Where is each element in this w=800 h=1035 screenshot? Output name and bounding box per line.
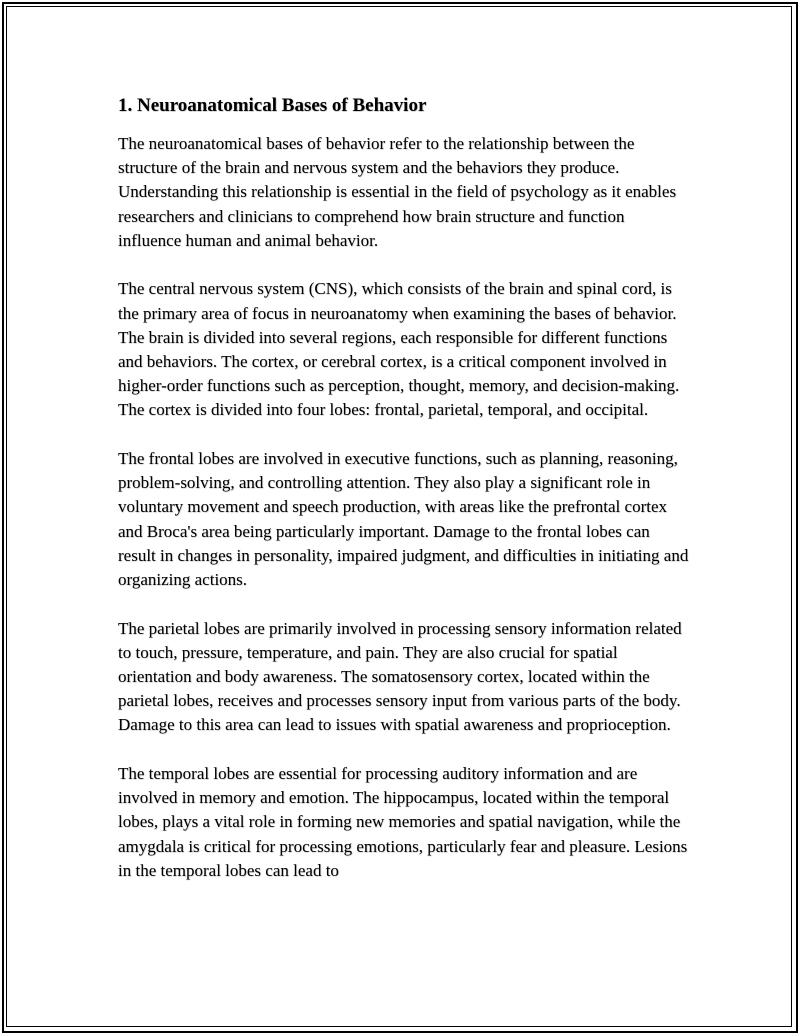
paragraph-temporal-lobes: The temporal lobes are essential for processing auditory information and are involved in memory and emotion. The hippocampus, located within the temporal lobes, plays a vital role in forming new memories and spatial navigation, while the amygdala is critical for processing emotions, particularly fear and pleasure. Lesions in the temporal lobes can lead to bbox=[118, 764, 688, 880]
section-heading: 1. Neuroanatomical Bases of Behavior bbox=[118, 95, 427, 116]
paragraph-parietal-lobes: The parietal lobes are primarily involved in processing sensory information related to touch, pressure, temperature, and pain. They are also crucial for spatial orientation and body awareness. The somatosensory cortex, located within the parietal lobes, receives and processes sensory input from various parts of the body. Damage to this area can lead to issues with spatial awareness and proprioception. bbox=[118, 618, 682, 735]
paragraph-cns: The central nervous system (CNS), which consists of the brain and spinal cord, is the primary area of focus in neuroanatomy when examining the bases of behavior. The brain is divided into several regions, each responsible for different functions and behaviors. The cortex, or cerebral cortex, is a critical component involved in higher-order functions such as perception, thought, memory, and decision-making. The cortex is divided into four lobes: frontal, parietal, temporal, and occipital. bbox=[118, 279, 680, 420]
paragraph-frontal-lobes: The frontal lobes are involved in executive functions, such as planning, reasoning, problem-solving, and controlling attention. They also play a significant role in voluntary movement and speech production, with areas like the prefrontal cortex and Broca's area being particularly important. Damage to the frontal lobes can result in changes in personality, impaired judgment, and difficulties in initiating and organizing actions. bbox=[118, 449, 689, 590]
paragraph-intro: The neuroanatomical bases of behavior refer to the relationship between the structure of the brain and nervous system and the behaviors they produce. Understanding this relationship is essential in the field of psychology as it enables researchers and clinicians to comprehend how brain structure and function influence human and animal behavior. bbox=[118, 134, 677, 250]
document-body bbox=[118, 94, 690, 907]
